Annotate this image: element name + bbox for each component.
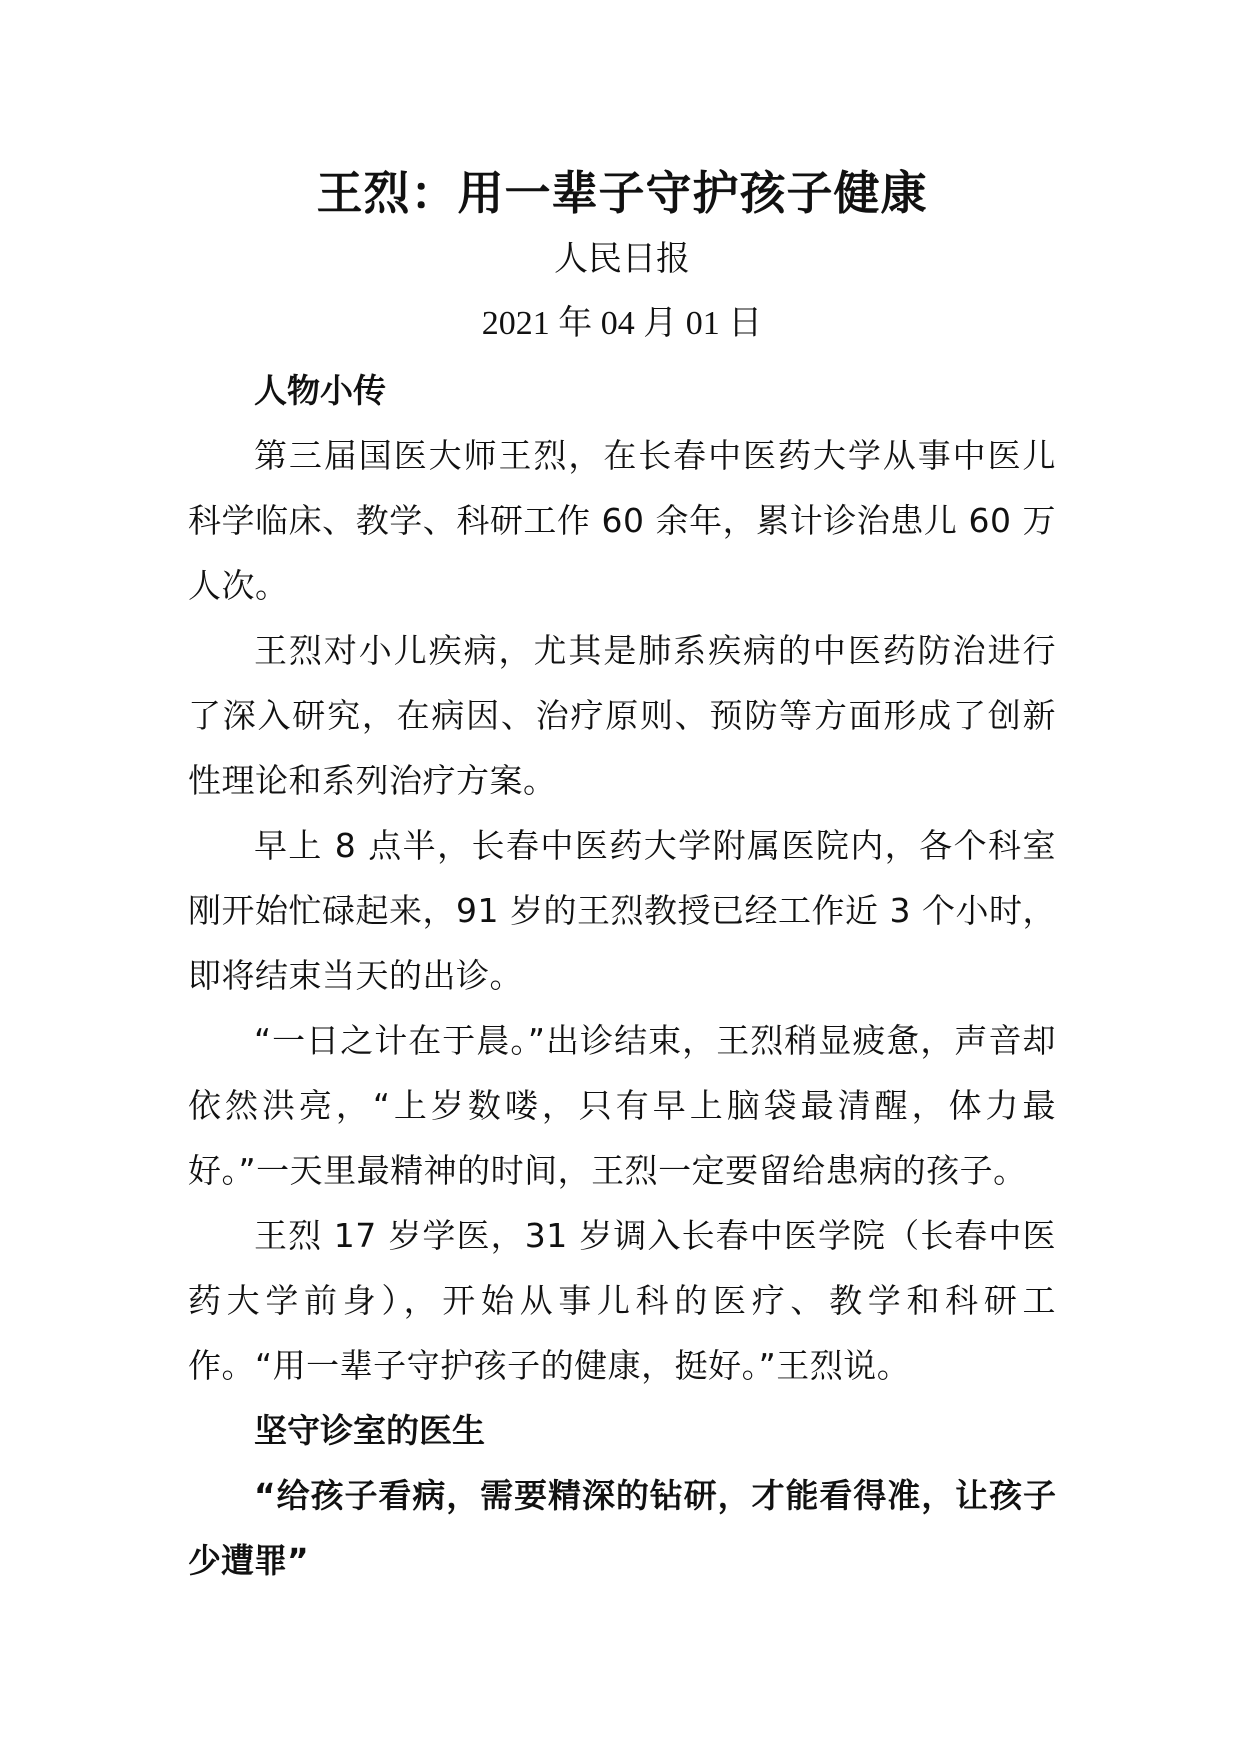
article-source: 人民日报 [554,239,690,279]
paragraph: “一日之计在于晨。”出诊结束，王烈稍显疲惫，声音却依然洪亮，“上岁数喽，只有早上脑袋最清醒，体力最好。”一天里最精神的时间，王烈一定要留给患病的孩子。 [188,1021,1056,1190]
article-date: 2021 年 04 月 01 日 [481,305,763,342]
article [188,160,1056,1593]
paragraph: 早上 8 点半，长春中医药大学附属医院内，各个科室刚开始忙碌起来，91 岁的王烈教授已经工作近 3 个小时，即将结束当天的出诊。 [188,826,1056,995]
section-heading-clinic: 坚守诊室的医生 [254,1411,485,1450]
section-heading-profile: 人物小传 [254,371,386,410]
paragraph: 王烈对小儿疾病，尤其是肺系疾病的中医药防治进行了深入研究，在病因、治疗原则、预防等方面形成了创新性理论和系列治疗方案。 [188,631,1056,800]
article-title: 王烈：用一辈子守护孩子健康 [316,166,928,220]
paragraph: 王烈 17 岁学医，31 岁调入长春中医学院（长春中医药大学前身），开始从事儿科的医疗、教学和科研工作。“用一辈子守护孩子的健康，挺好。”王烈说。 [188,1216,1056,1385]
paragraph: 第三届国医大师王烈，在长春中医药大学从事中医儿科学临床、教学、科研工作 60 余年，累计诊治患儿 60 万人次。 [188,436,1056,605]
quote-heading: “给孩子看病，需要精深的钻研，才能看得准，让孩子少遭罪” [188,1476,1056,1580]
